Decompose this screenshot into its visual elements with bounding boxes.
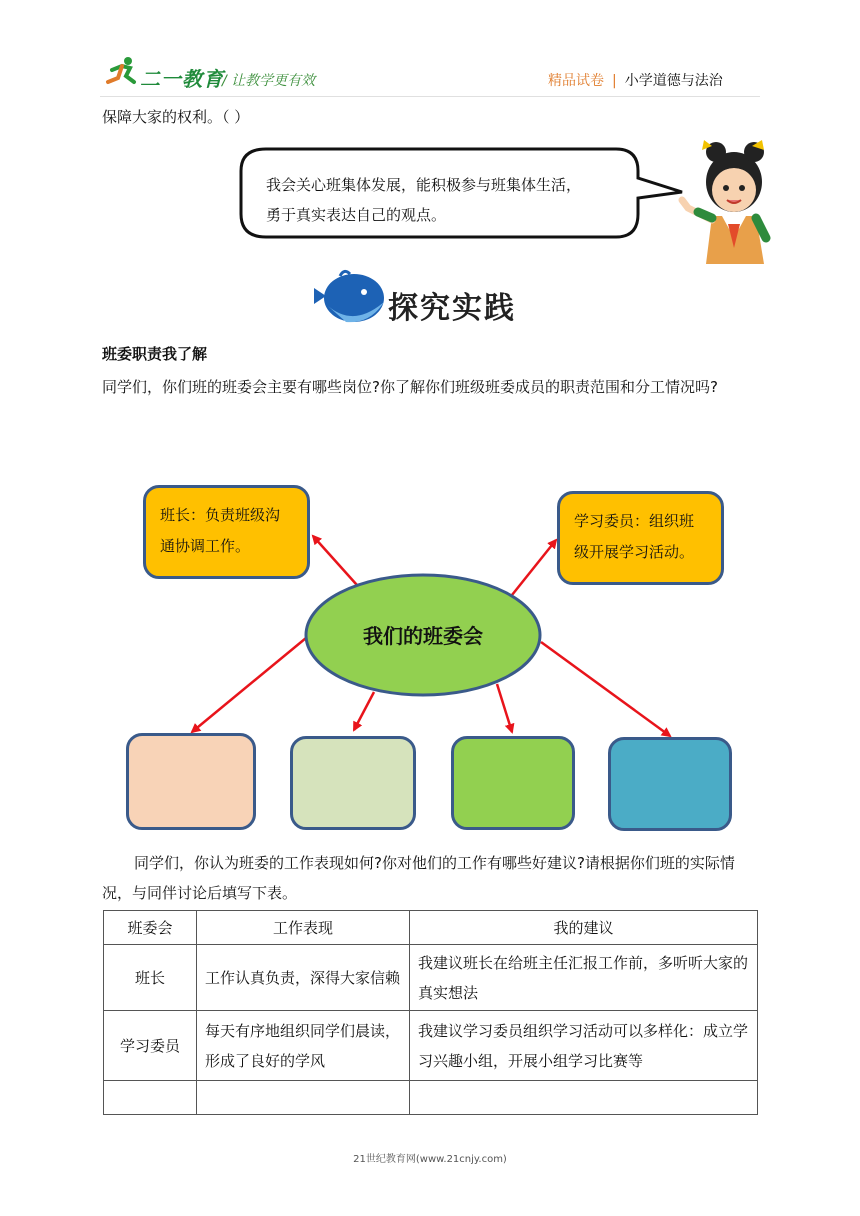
blank-box-1 bbox=[126, 733, 256, 830]
table-cell-suggestion: 我建议学习委员组织学习活动可以多样化：成立学习兴趣小组，开展小组学习比赛等 bbox=[410, 1011, 758, 1081]
intro-paragraph: 同学们，你们班的班委会主要有哪些岗位?你了解你们班级班委成员的职责范围和分工情况吗? bbox=[102, 378, 718, 396]
table-cell-suggestion: 我建议班长在给班主任汇报工作前，多听听大家的真实想法 bbox=[410, 945, 758, 1011]
blank-box-2 bbox=[290, 736, 416, 830]
monitor-duty-line-1: 班长：负责班级沟 bbox=[160, 506, 281, 524]
arrow-to-box-4 bbox=[541, 642, 670, 736]
center-label: 我们的班委会 bbox=[363, 624, 483, 648]
table-row bbox=[104, 1011, 758, 1081]
table-cell-performance: 每天有序地组织同学们晨读，形成了良好的学风 bbox=[197, 1011, 410, 1081]
header-category-b: 小学道德与法治 bbox=[624, 73, 723, 89]
table-header-role: 班委会 bbox=[104, 911, 197, 945]
table-cell-performance[interactable] bbox=[197, 1081, 410, 1115]
table-row bbox=[104, 945, 758, 1011]
table-cell-role: 学习委员 bbox=[104, 1011, 197, 1081]
arrow-to-study bbox=[508, 540, 556, 600]
banner-whale-icon bbox=[310, 268, 386, 330]
slogan: / 让教学更有效 bbox=[222, 73, 316, 89]
table-header-suggestion: 我的建议 bbox=[410, 911, 758, 945]
banner-title: 探究实践 bbox=[388, 291, 516, 326]
girl-illustration bbox=[672, 138, 782, 266]
header-category bbox=[548, 70, 723, 90]
committee-table bbox=[103, 910, 758, 1115]
monitor-duty-text bbox=[160, 500, 280, 562]
blank-box-4 bbox=[608, 737, 732, 831]
header-category-a: 精品试卷 bbox=[548, 73, 604, 89]
arrow-to-box-2 bbox=[354, 692, 374, 730]
monitor-duty-line-2: 通协调工作。 bbox=[160, 537, 251, 555]
table-row bbox=[104, 1081, 758, 1115]
study-duty-line-1: 学习委员：组织班 bbox=[574, 512, 695, 530]
header-divider bbox=[100, 96, 760, 97]
question-line: 保障大家的权利。（ ） bbox=[102, 108, 250, 126]
study-duty-text bbox=[574, 506, 694, 568]
table-cell-role[interactable] bbox=[104, 1081, 197, 1115]
speech-line-1: 我会关心班集体发展，能积极参与班集体生活， bbox=[266, 176, 582, 194]
table-cell-role: 班长 bbox=[104, 945, 197, 1011]
study-duty-line-2: 级开展学习活动。 bbox=[574, 543, 695, 561]
table-cell-suggestion[interactable] bbox=[410, 1081, 758, 1115]
header-separator: | bbox=[612, 73, 617, 89]
arrow-to-box-1 bbox=[192, 638, 306, 732]
arrow-to-box-3 bbox=[497, 684, 512, 732]
table-cell-performance: 工作认真负责，深得大家信赖 bbox=[197, 945, 410, 1011]
table-header-row bbox=[104, 911, 758, 945]
footer: 21世纪教育网(www.21cnjy.com) bbox=[353, 1154, 507, 1165]
logo-runner-icon bbox=[104, 56, 140, 86]
speech-text bbox=[266, 170, 581, 230]
blank-box-3 bbox=[451, 736, 575, 830]
instruction-paragraph: 同学们，你认为班委的工作表现如何?你对他们的工作有哪些好建议?请根据你们班的实际情况，与同伴讨论后填写下表。 bbox=[102, 854, 735, 902]
logo-text: 二一教育 bbox=[140, 67, 224, 91]
section-title: 班委职责我了解 bbox=[102, 345, 208, 363]
speech-line-2: 勇于真实表达自己的观点。 bbox=[266, 206, 447, 224]
table-header-performance: 工作表现 bbox=[197, 911, 410, 945]
